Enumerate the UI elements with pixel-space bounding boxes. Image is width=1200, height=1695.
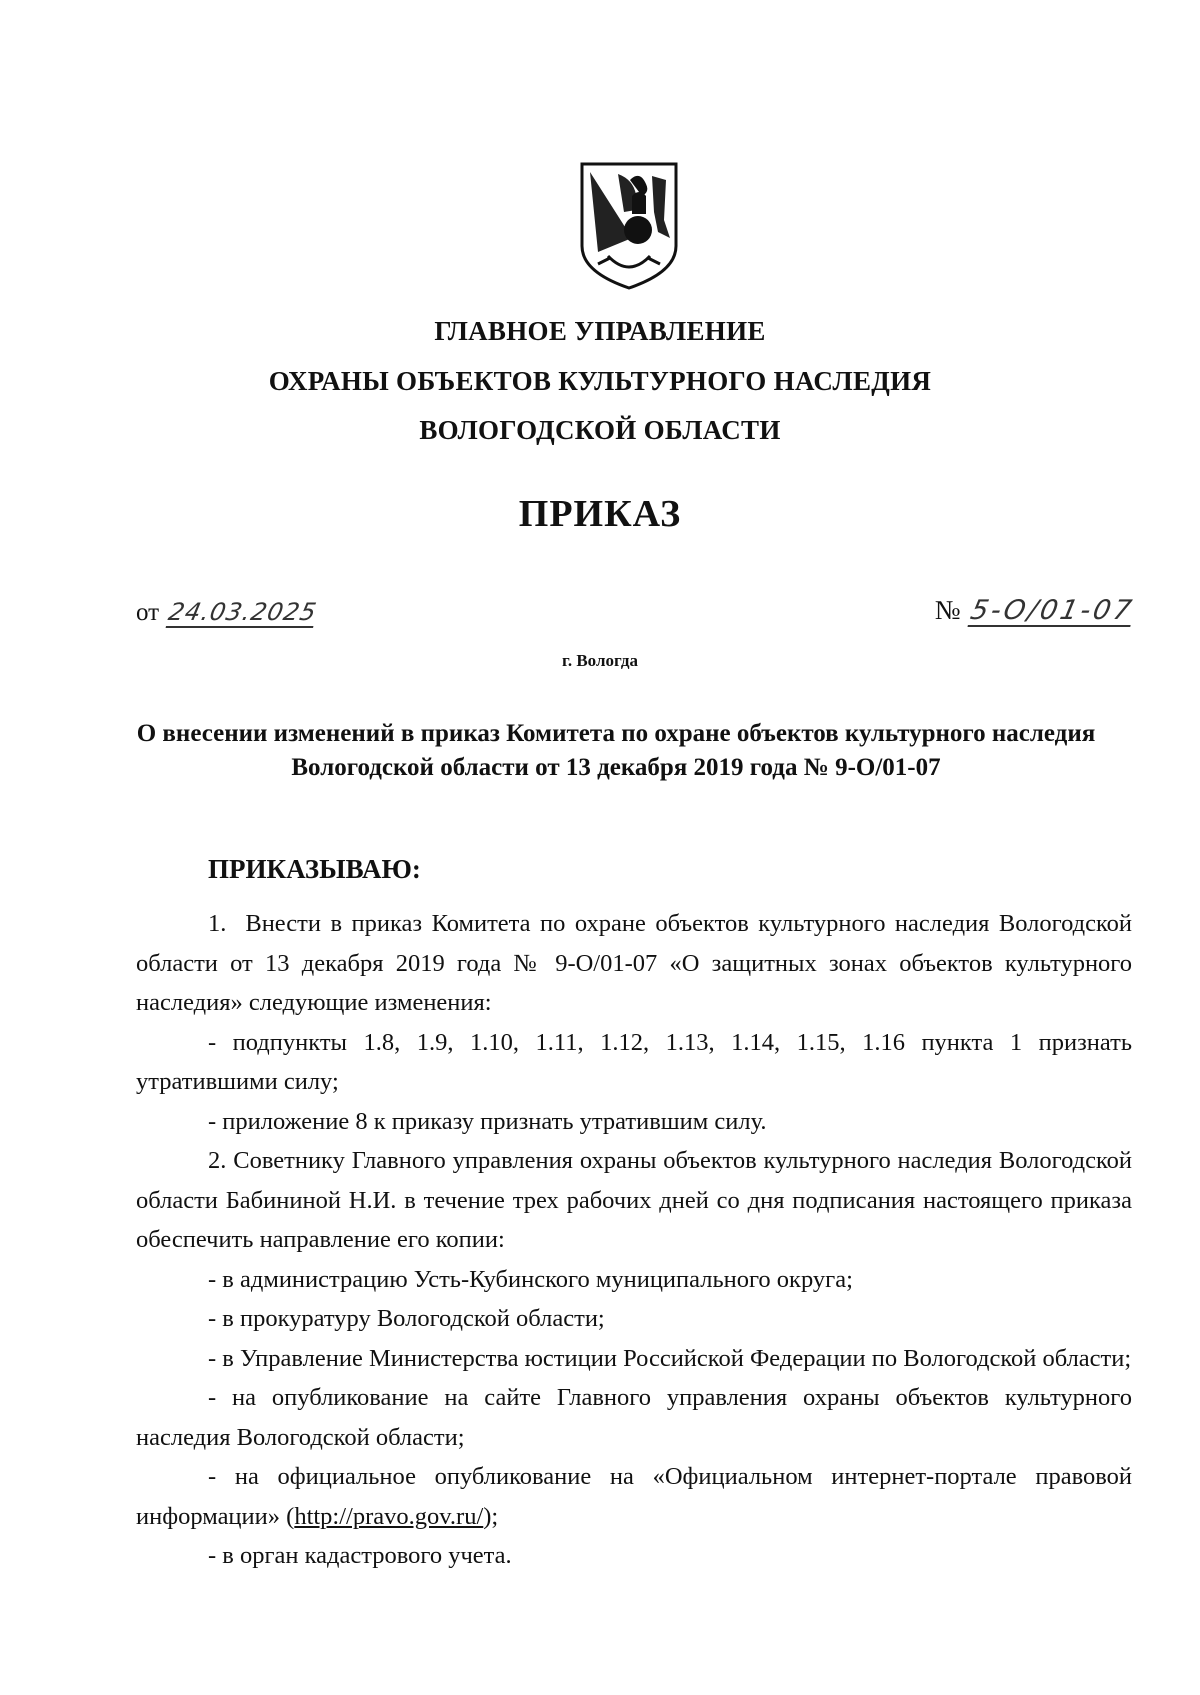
document-type-title: ПРИКАЗ [518,493,682,535]
pravo-link[interactable]: http://pravo.gov.ru/ [294,1502,484,1530]
paragraph-2-item-1: - в администрацию Усть-Кубинского муниципального округа; [208,1265,853,1293]
item-5-text: - на официальное опубликование на «Официальном интернет-портале правовой информации» ( [136,1463,1132,1530]
order-body [136,904,1132,1576]
date-prefix: от [136,599,160,626]
order-number [934,595,1138,626]
order-date [136,598,320,627]
paragraph-1-item-2: - приложение 8 к приказу признать утратившим силу. [208,1107,767,1135]
date-handwritten: 24.03.2025 [166,598,320,626]
org-name-line1: ГЛАВНОЕ УПРАВЛЕНИЕ [434,316,766,346]
paragraph-2-item-3: - в Управление Министерства юстиции Российской Федерации по Вологодской области; [208,1344,1132,1372]
city-line: г. Вологда [562,651,638,670]
paragraph-2: 2. Советнику Главного управления охраны объектов культурного наследия Вологодской области Бабининой Н.И. в течение трех рабочих дней со дня подписания настоящего приказа обеспечить направление его копии: [136,1147,1132,1253]
vologda-coat-of-arms-icon [578,160,680,292]
paragraph-2-item-2: - в прокуратуру Вологодской области; [208,1305,605,1332]
number-handwritten: 5-О/01-07 [967,595,1138,626]
number-prefix: № [934,595,961,625]
paragraph-2-item-4: - на опубликование на сайте Главного управления охраны объектов культурного наследия Вологодской области; [136,1384,1132,1451]
paragraph-2-item-6: - в орган кадастрового учета. [208,1542,512,1569]
org-name-line3: ВОЛОГОДСКОЙ ОБЛАСТИ [419,415,781,445]
order-heading: ПРИКАЗЫВАЮ: [208,854,421,884]
org-name-line2: ОХРАНЫ ОБЪЕКТОВ КУЛЬТУРНОГО НАСЛЕДИЯ [268,366,932,396]
paragraph-1-item-1: - подпункты 1.8, 1.9, 1.10, 1.11, 1.12, 1.13, 1.14, 1.15, 1.16 пункта 1 признать утратившими силу; [136,1028,1132,1095]
paragraph-1: 1. Внести в приказ Комитета по охране объектов культурного наследия Вологодской области от 13 декабря 2019 года № 9-О/01-07 «О защитных зонах объектов культурного наследия» следующие изменения: [136,910,1132,1016]
item-5-tail: ); [483,1502,499,1530]
paragraph-2-item-5 [136,1457,1132,1536]
order-subject: О внесении изменений в приказ Комитета по охране объектов культурного наследия Вологодской области от 13 декабря 2019 года № 9-О/01-07 [136,720,1096,781]
